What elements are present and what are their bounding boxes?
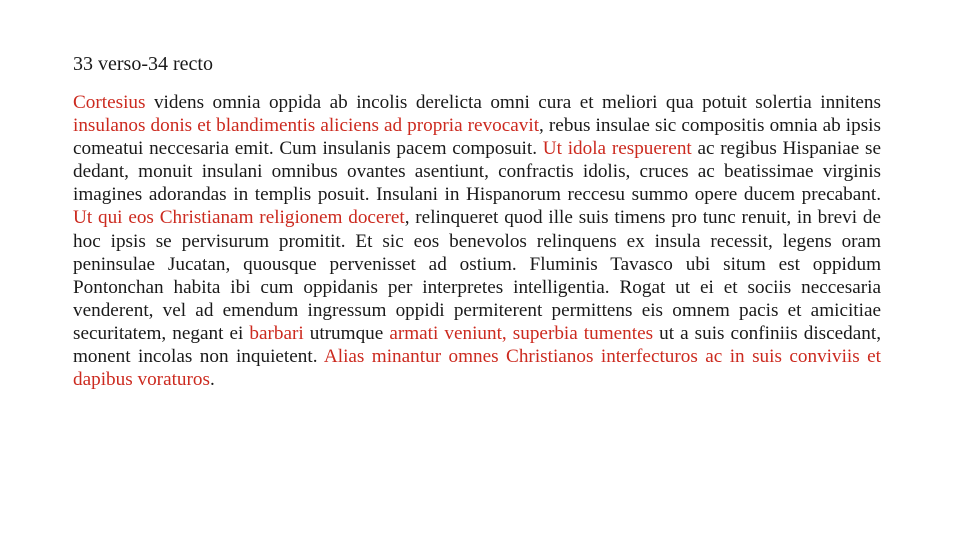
text-segment: ac regibus Hispaniae se dedant, monuit insulani omnibus ovantes asentiunt, confractis idolis, cruces ac beatissimae virginis imagines adorandas in templis posuit. Insulani in Hispanorum reccesu summo opere ducem precabant. — [73, 138, 882, 206]
text-segment: videns omnia oppida ab incolis derelicta omni cura et meliori qua potuit solertia innitens — [145, 92, 881, 113]
text-segment: , relinqueret quod ille suis timens pro tunc renuit, in brevi de hoc ipsis se pervisurum promitit. Et sic eos benevolos relinquens ex insula recessit, legens oram peninsulae Jucatan, quousque pervenisset ad ostium. Fluminis Tavasco ubi situm est oppidum Pontonchan habita ibi cum oppidanis per interpretes intelligentia. Rogat ut ei et sociis neccesaria venderent, vel ad emendum ingressum oppidi permiterent permittens eis omnem pacis et amicitiae securitatem, negant ei — [73, 207, 881, 344]
highlighted-phrase: Ut idola respuerent — [542, 138, 692, 160]
text-segment: ut a suis confiniis discedant, monent incolas non inquietent. — [73, 322, 882, 368]
highlighted-phrase: barbari — [249, 322, 304, 344]
highlighted-phrase: Ut qui eos Christianam religionem doceret — [73, 207, 405, 229]
page-heading: 33 verso-34 recto — [73, 53, 213, 75]
latin-paragraph — [73, 91, 881, 391]
text-segment: , rebus insulae sic compositis omnia ab ipsis comeatui neccesaria emit. Cum insulanis pacem composuit. — [73, 115, 881, 160]
text-segment: . — [209, 369, 215, 391]
highlighted-phrase: armati veniunt, superbia tumentes — [389, 322, 654, 344]
text-segment: utrumque — [303, 322, 390, 344]
highlighted-phrase: Alias minantur omnes Christianos interfecturos ac in suis conviviis et dapibus voraturos — [73, 346, 881, 391]
highlighted-phrase: insulanos donis et blandimentis aliciens ad propria revocavit — [73, 115, 540, 137]
highlighted-phrase: Cortesius — [73, 92, 146, 113]
